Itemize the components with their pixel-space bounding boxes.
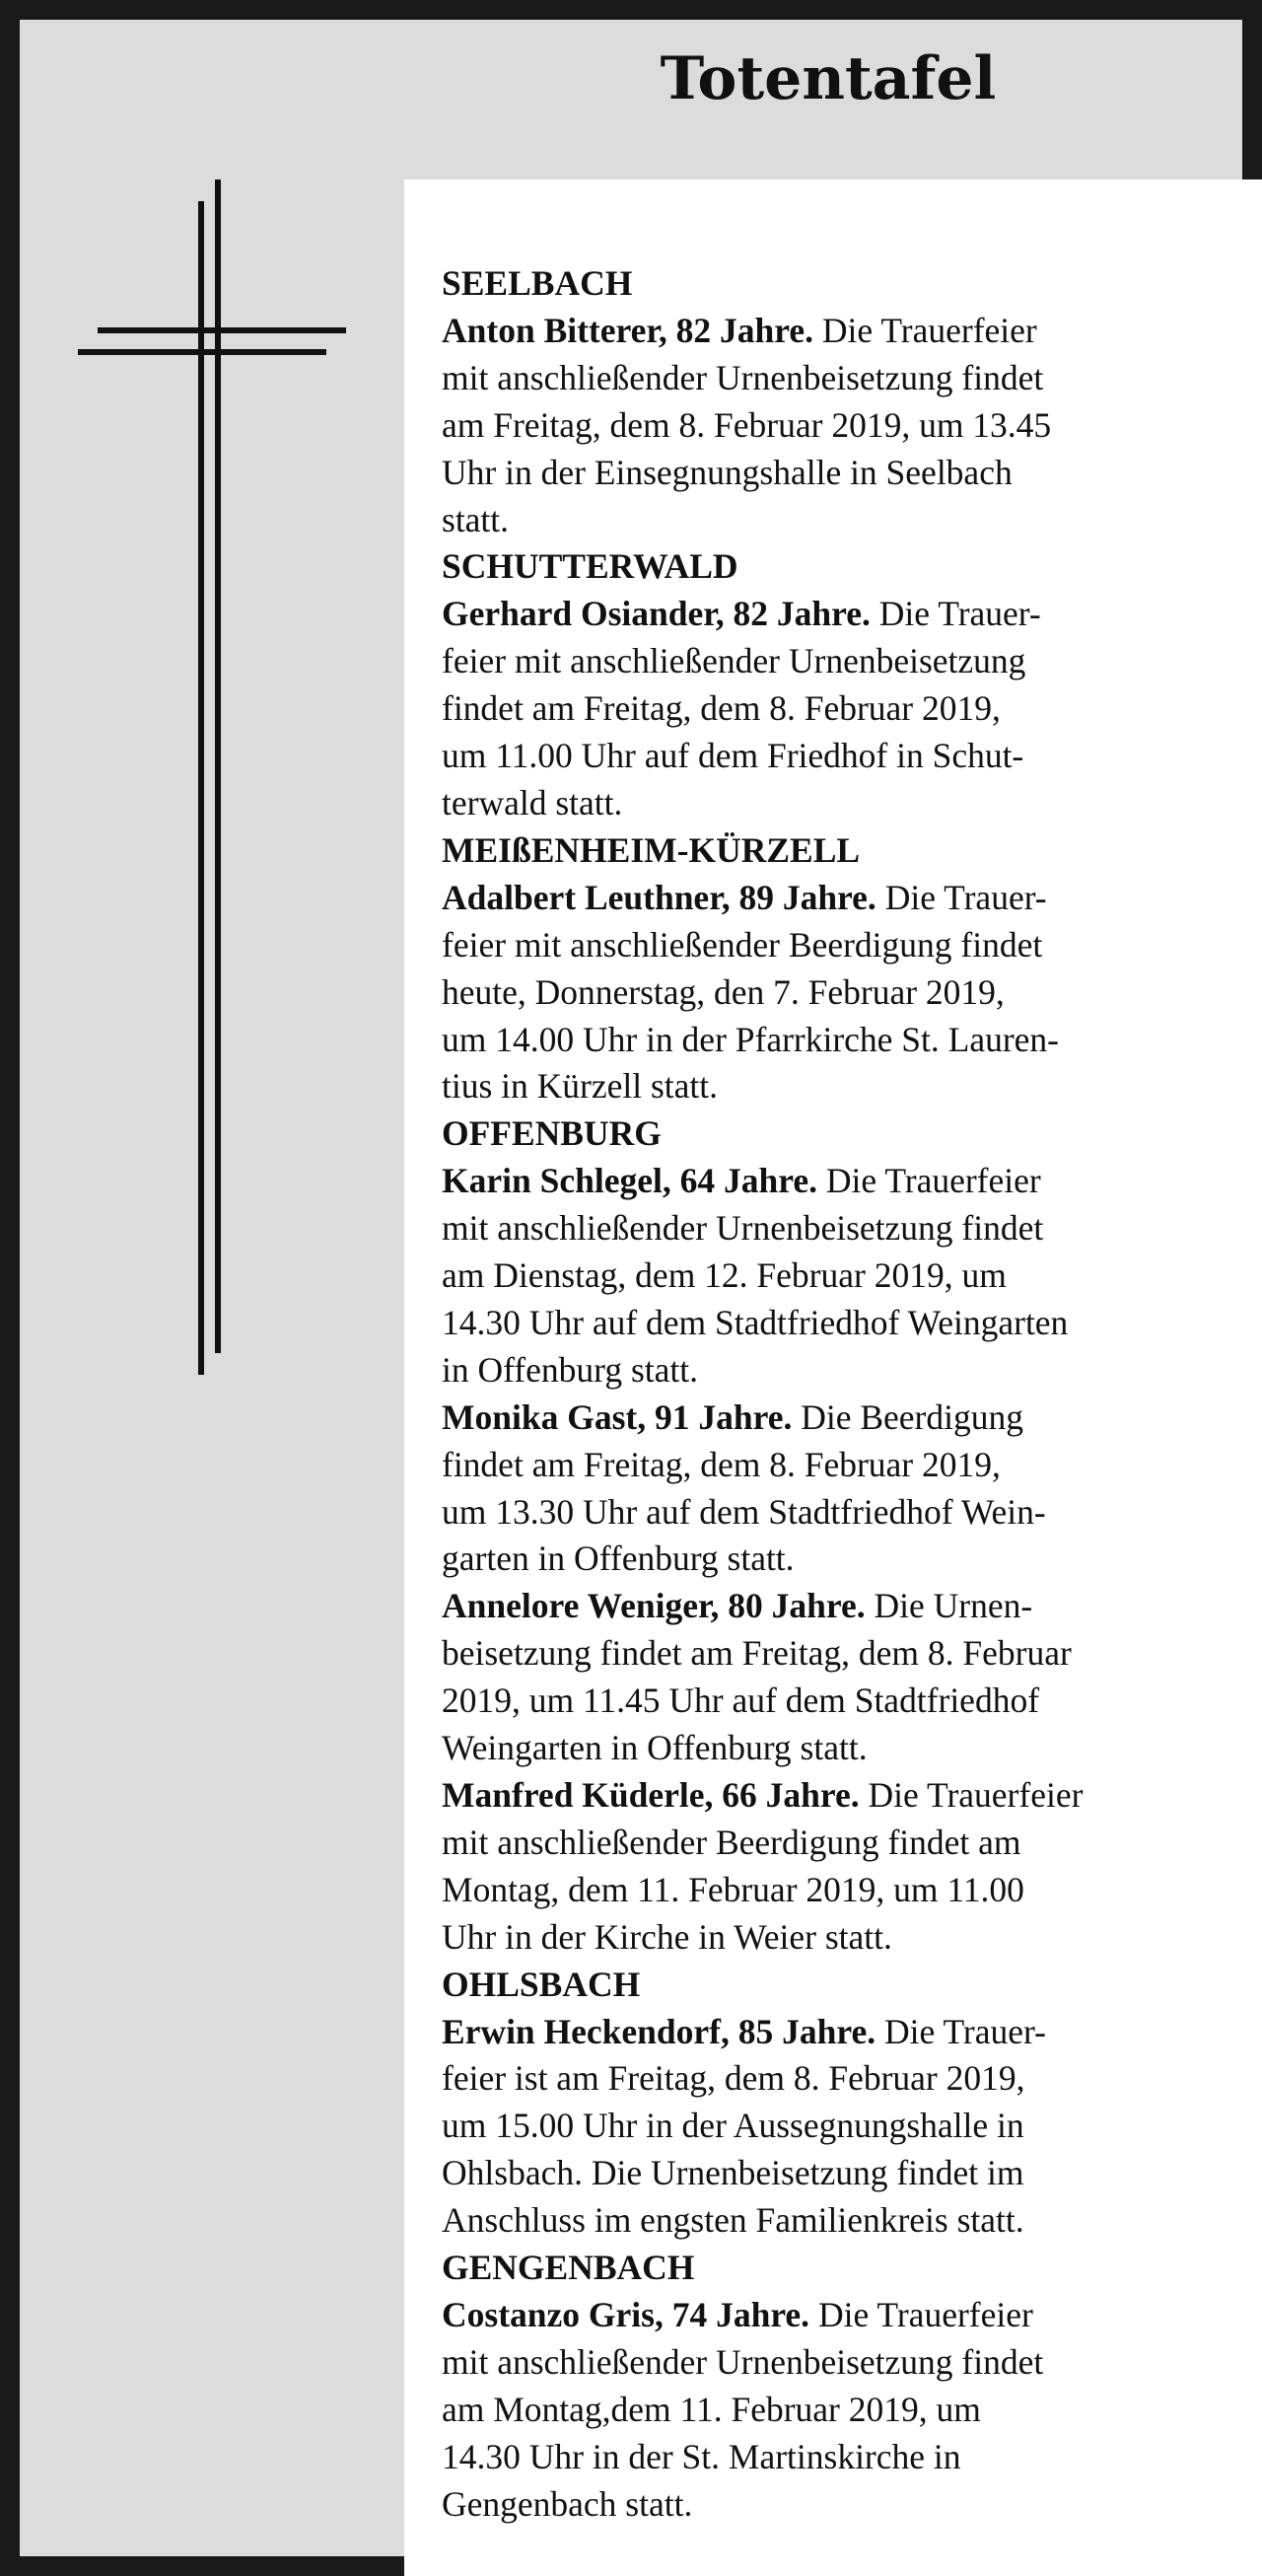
obituary-line (442, 875, 1232, 922)
deceased-name: Adalbert Leuthner, 89 Jahre. (442, 877, 876, 917)
deceased-name: Gerhard Osiander, 82 Jahre. (442, 594, 871, 634)
obituary-text: heute, Donnerstag, den 7. Februar 2019, (442, 971, 1005, 1012)
obituary-text: mit anschließender Urnenbeisetzung findet (442, 357, 1044, 397)
obituary-text: beisetzung findet am Freitag, dem 8. Februar (442, 1633, 1072, 1674)
obituary-text: Die Trauerfeier (813, 310, 1037, 350)
obituary-text: 2019, um 11.45 Uhr auf dem Stadtfriedhof (442, 1681, 1040, 1721)
obituary-text: Gengenbach statt. (442, 2483, 693, 2524)
obituary-text: findet am Freitag, dem 8. Februar 2019, (442, 688, 1001, 729)
obituary-text: Die Trauer- (876, 877, 1047, 917)
obituary-line (442, 402, 1232, 450)
obituary-text: findet am Freitag, dem 8. Februar 2019, (442, 1444, 1001, 1484)
obituary-line (442, 922, 1232, 969)
obituary-line (442, 1017, 1232, 1064)
obituary-line (442, 1914, 1232, 1962)
obituary-line (442, 733, 1232, 780)
obituary-text: um 13.30 Uhr auf dem Stadtfriedhof Wein- (442, 1491, 1046, 1532)
obituary-line (442, 2009, 1232, 2056)
obituary-text: Die Trauerfeier (809, 2294, 1033, 2334)
place-heading: OHLSBACH (442, 1964, 641, 2004)
obituary-line (442, 308, 1232, 355)
obituary-text: 14.30 Uhr auf dem Stadtfriedhof Weingarten (442, 1302, 1069, 1342)
obituary-line (442, 497, 1232, 544)
obituary-text: Die Trauer- (876, 2011, 1046, 2051)
obituary-line (442, 2292, 1232, 2339)
cross-icon (74, 178, 350, 1381)
obituary-line (442, 1347, 1232, 1395)
obituary-text: um 11.00 Uhr auf dem Friedhof in Schut- (442, 736, 1024, 776)
obituary-line (442, 1442, 1232, 1489)
obituary-line (442, 1489, 1232, 1537)
obituary-text: garten in Offenburg statt. (442, 1538, 795, 1579)
obituary-line (442, 969, 1232, 1017)
deceased-name: Manfred Küderle, 66 Jahre. (442, 1775, 860, 1815)
obituary-line (442, 2339, 1232, 2387)
obituary-line (442, 685, 1232, 733)
obituary-line (442, 1820, 1232, 1867)
obituary-text: am Montag,dem 11. Februar 2019, um (442, 2389, 981, 2429)
obituary-text: Die Trauerfeier (859, 1775, 1084, 1815)
obituary-text: Die Trauer- (870, 594, 1041, 634)
obituary-line (442, 1772, 1232, 1820)
obituary-line (442, 1678, 1232, 1725)
obituary-text: Die Trauerfeier (816, 1161, 1041, 1201)
deceased-name: Erwin Heckendorf, 85 Jahre. (442, 2011, 876, 2051)
obituary-line (442, 2103, 1232, 2150)
obituary-line (442, 2387, 1232, 2434)
deceased-name: Karin Schlegel, 64 Jahre. (442, 1161, 817, 1201)
place-heading: MEIßENHEIM-KÜRZELL (442, 829, 861, 870)
obituary-line (442, 1536, 1232, 1583)
deceased-name: Costanzo Gris, 74 Jahre. (442, 2294, 810, 2334)
deceased-name: Anton Bitterer, 82 Jahre. (442, 310, 813, 350)
obituary-line (442, 2150, 1232, 2197)
obituary-text: Die Beerdigung (792, 1396, 1023, 1437)
obituary-text: mit anschließender Urnenbeisetzung findet (442, 2341, 1044, 2382)
obituary-text: feier mit anschließender Beerdigung findet (442, 924, 1043, 965)
obituary-text: Die Urnen- (865, 1586, 1033, 1626)
page-title: Totentafel (660, 44, 997, 113)
obituary-line (442, 450, 1232, 497)
place-heading: SEELBACH (442, 263, 633, 303)
obituary-text: terwald statt. (442, 782, 623, 823)
obituary-text: mit anschließender Urnenbeisetzung findet (442, 1208, 1044, 1249)
obituary-text: Uhr in der Kirche in Weier statt. (442, 1916, 892, 1957)
obituary-text: am Freitag, dem 8. Februar 2019, um 13.45 (442, 404, 1052, 445)
obituary-text: mit anschließender Beerdigung findet am (442, 1822, 1021, 1862)
obituary-text: Uhr in der Einsegnungshalle in Seelbach (442, 452, 1013, 492)
obituary-line (442, 2055, 1232, 2103)
obituary-text: am Dienstag, dem 12. Februar 2019, um (442, 1255, 1007, 1296)
obituary-line (442, 1158, 1232, 1205)
obituary-line (442, 1583, 1232, 1630)
place-heading: GENGENBACH (442, 2248, 695, 2288)
deceased-name: Monika Gast, 91 Jahre. (442, 1396, 793, 1437)
obituary-text: statt. (442, 499, 510, 539)
obituary-text: Weingarten in Offenburg statt. (442, 1728, 868, 1768)
obituary-line (442, 591, 1232, 638)
obituary-text: feier mit anschließender Urnenbeisetzung (442, 641, 1026, 681)
obituary-line (442, 780, 1232, 827)
obituary-text: um 15.00 Uhr in der Aussegnungshalle in (442, 2106, 1024, 2146)
obituary-line (442, 2434, 1232, 2481)
obituary-line (442, 1395, 1232, 1442)
obituary-text: um 14.00 Uhr in der Pfarrkirche St. Lauren- (442, 1019, 1059, 1059)
deceased-name: Annelore Weniger, 80 Jahre. (442, 1586, 866, 1626)
obituary-line (442, 1252, 1232, 1300)
obituary-line (442, 1300, 1232, 1347)
obituary-line (442, 355, 1232, 402)
obituary-text: tius in Kürzell statt. (442, 1066, 719, 1107)
obituary-text: Ohlsbach. Die Urnenbeisetzung findet im (442, 2153, 1024, 2193)
place-heading: SCHUTTERWALD (442, 546, 738, 587)
obituary-line (442, 2481, 1232, 2529)
obituary-line (442, 2197, 1232, 2245)
obituary-line (442, 1725, 1232, 1772)
place-heading: OFFENBURG (442, 1113, 662, 1154)
obituary-line (442, 1205, 1232, 1252)
obituary-text: Anschluss im engsten Familienkreis statt. (442, 2200, 1024, 2241)
obituary-list (442, 260, 1232, 2529)
obituary-line (442, 1630, 1232, 1678)
obituary-text: in Offenburg statt. (442, 1349, 698, 1390)
obituary-line (442, 1867, 1232, 1914)
obituary-text: Montag, dem 11. Februar 2019, um 11.00 (442, 1869, 1024, 1909)
obituary-text: 14.30 Uhr in der St. Martinskirche in (442, 2436, 961, 2476)
obituary-panel (404, 179, 1262, 2576)
obituary-text: feier ist am Freitag, dem 8. Februar 2019, (442, 2058, 1025, 2099)
obituary-line (442, 1063, 1232, 1110)
obituary-line (442, 638, 1232, 685)
